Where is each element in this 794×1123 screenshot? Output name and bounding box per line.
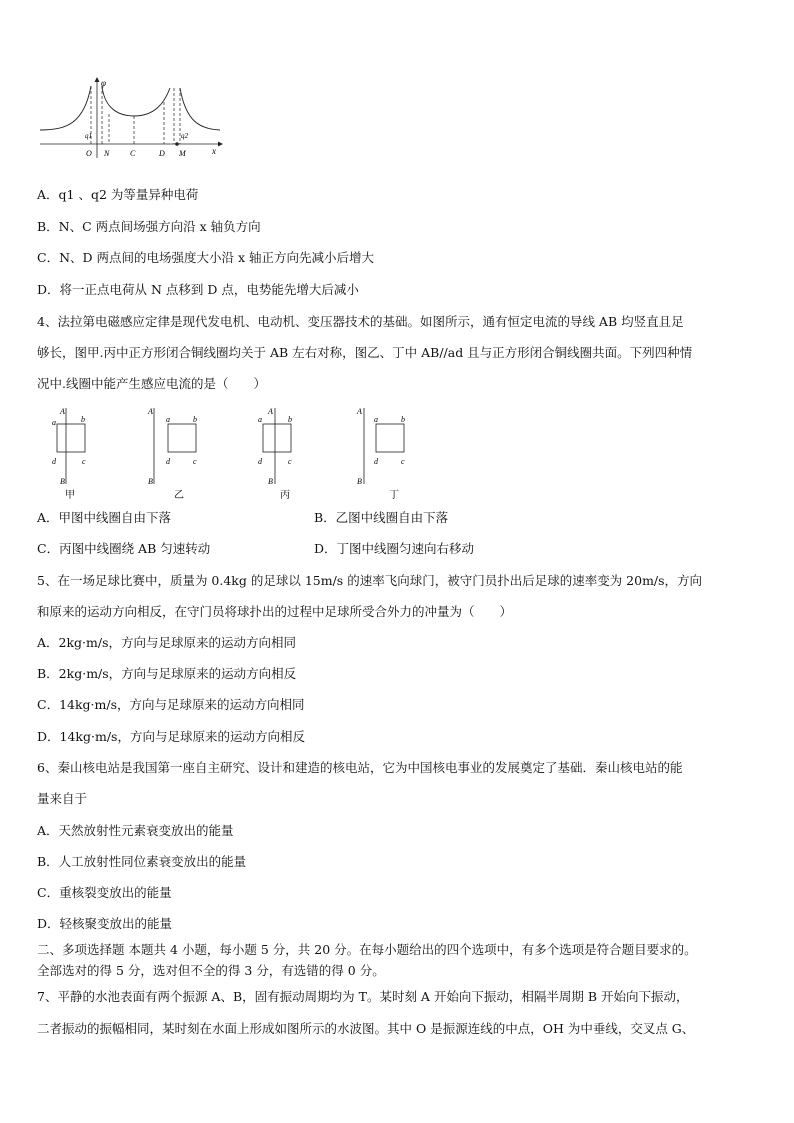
right-curve <box>180 88 220 130</box>
section2-instructions-line2: 全部选对的得 5 分，选对但不全的得 3 分，有选错的得 0 分。 <box>37 963 385 978</box>
q3-option-c: C．N、D 两点间的电场强度大小沿 x 轴正方向先减小后增大 <box>37 250 374 265</box>
q4-option-c: C．丙图中线圈绕 AB 匀速转动 <box>37 541 211 556</box>
figure-ding <box>356 407 405 500</box>
svg-text:A: A <box>60 407 65 416</box>
q5-option-b: B．2kg·m/s，方向与足球原来的运动方向相反 <box>37 666 297 681</box>
q5-stem-line2: 和原来的运动方向相反，在守门员将球扑出的过程中足球所受合外力的冲量为（ ） <box>37 604 513 619</box>
svg-text:a: a <box>374 415 378 424</box>
q4-stem-line3: 况中.线圈中能产生感应电流的是（ ） <box>37 376 266 391</box>
svg-text:b: b <box>401 415 405 424</box>
q3-option-d: D．将一正点电荷从 N 点移到 D 点，电势能先增大后减小 <box>37 282 359 297</box>
svg-text:c: c <box>82 457 86 466</box>
svg-text:a: a <box>52 418 56 427</box>
figure-jia <box>52 407 86 500</box>
q6-option-c: C．重核裂变放出的能量 <box>37 885 172 900</box>
svg-text:c: c <box>401 457 405 466</box>
svg-text:c: c <box>288 457 292 466</box>
svg-text:b: b <box>81 415 85 424</box>
svg-text:B: B <box>268 477 273 486</box>
svg-text:B: B <box>357 477 362 486</box>
q5-option-a: A．2kg·m/s，方向与足球原来的运动方向相同 <box>37 635 297 650</box>
section2-instructions-line1: 二、多项选择题 本题共 4 小题，每小题 5 分，共 20 分。在每小题给出的四个选项中，有多个选项是符合题目要求的。 <box>37 942 697 957</box>
figure-bing <box>258 407 292 500</box>
q5-stem-line1: 5、在一场足球比赛中，质量为 0.4kg 的足球以 15m/s 的速率飞向球门，被守门员扑出后足球的速率变为 20m/s，方向 <box>37 573 703 588</box>
svg-text:d: d <box>374 457 378 466</box>
q4-stem-line2: 够长，图甲.丙中正方形闭合铜线圈均关于 AB 左右对称，图乙、丁中 AB//ad 且与正方形闭合铜线圈共面。下列四种情 <box>37 345 693 360</box>
svg-text:b: b <box>193 415 197 424</box>
q5-option-d: D．14kg·m/s，方向与足球原来的运动方向相反 <box>37 729 305 744</box>
label-d: D <box>159 149 165 158</box>
figure-label-yi: 乙 <box>174 490 184 500</box>
q6-stem-line2: 量来自于 <box>37 791 88 806</box>
q7-stem-line2: 二者振动的振幅相同，某时刻在水面上形成如图所示的水波图。其中 O 是振源连线的中点，OH 为中垂线，交叉点 G、 <box>37 1021 695 1036</box>
potential-graph <box>36 74 226 160</box>
q4-stem-line1: 4、法拉第电磁感应定律是现代发电机、电动机、变压器技术的基础。如图所示，通有恒定电流的导线 AB 均竖直且足 <box>37 314 684 329</box>
svg-text:b: b <box>288 415 292 424</box>
label-c: C <box>130 149 136 158</box>
q2-charge <box>175 142 179 146</box>
svg-text:A: A <box>357 407 362 416</box>
svg-text:B: B <box>148 477 153 486</box>
q7-stem-line1: 7、平静的水池表面有两个振源 A、B，固有振动周期均为 T。某时刻 A 开始向下振动，相隔半周期 B 开始向下振动， <box>37 989 689 1004</box>
q3-option-a: A．q1 、q2 为等量异种电荷 <box>37 187 199 202</box>
label-n: N <box>104 149 110 158</box>
q6-option-a: A．天然放射性元素衰变放出的能量 <box>37 823 234 838</box>
q1-label: q1 <box>85 132 92 140</box>
label-o: O <box>86 149 92 158</box>
q2-label: q2 <box>181 132 188 140</box>
left-curve <box>40 86 91 130</box>
y-axis-label: φ <box>101 78 106 88</box>
q6-option-b: B．人工放射性同位素衰变放出的能量 <box>37 854 247 869</box>
svg-text:d: d <box>166 457 170 466</box>
q4-option-d: D．丁图中线圈匀速向右移动 <box>314 541 475 556</box>
x-axis-label: x <box>212 146 216 156</box>
svg-text:B: B <box>60 477 65 486</box>
svg-text:a: a <box>166 415 170 424</box>
svg-text:a: a <box>258 415 262 424</box>
figure-yi <box>147 407 197 500</box>
q4-figures <box>44 402 424 500</box>
svg-text:A: A <box>148 407 153 416</box>
q3-option-b: B．N、C 两点间场强方向沿 x 轴负方向 <box>37 219 261 234</box>
figure-label-jia: 甲 <box>65 490 75 500</box>
label-m: M <box>179 149 186 158</box>
q6-stem-line1: 6、秦山核电站是我国第一座自主研究、设计和建造的核电站，它为中国核电事业的发展奠定了基础．秦山核电站的能 <box>37 760 683 775</box>
svg-text:A: A <box>268 407 273 416</box>
q4-option-b: B．乙图中线圈自由下落 <box>314 510 449 525</box>
q4-option-a: A．甲图中线圈自由下落 <box>37 510 172 525</box>
svg-text:c: c <box>193 457 197 466</box>
svg-text:d: d <box>258 457 262 466</box>
q5-option-c: C．14kg·m/s，方向与足球原来的运动方向相同 <box>37 697 305 712</box>
figure-label-bing: 丙 <box>280 490 290 500</box>
svg-text:d: d <box>52 457 56 466</box>
figure-label-ding: 丁 <box>389 490 399 500</box>
q6-option-d: D．轻核聚变放出的能量 <box>37 916 173 931</box>
middle-curve <box>102 86 170 116</box>
